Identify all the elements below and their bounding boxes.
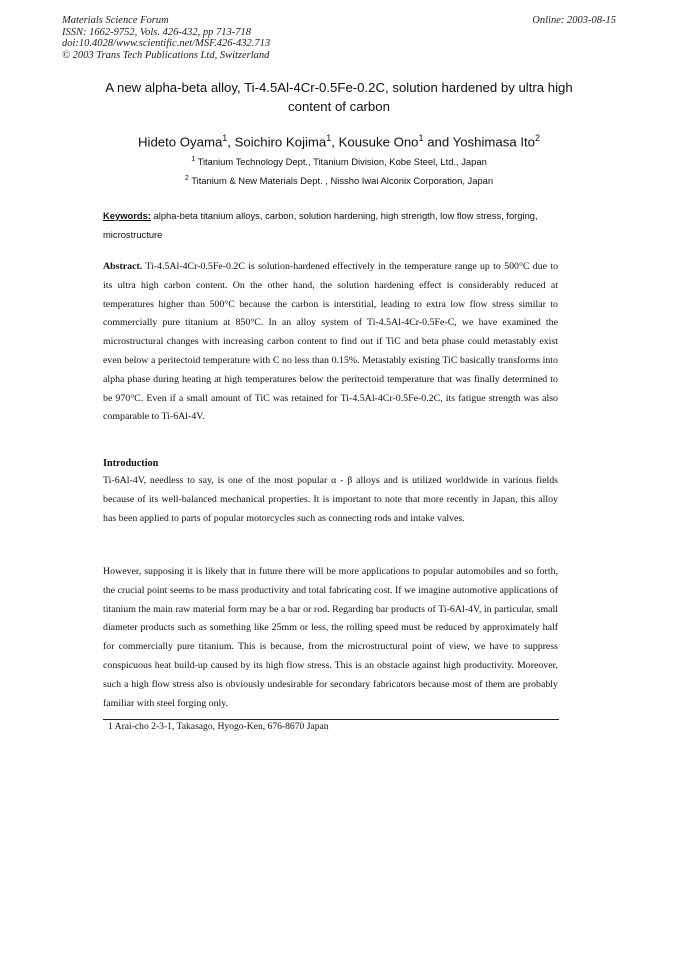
affiliation-1 <box>0 156 678 167</box>
keywords-block <box>103 206 565 244</box>
author-separator: and <box>423 134 453 150</box>
author-name: Soichiro Kojima <box>234 134 327 150</box>
doi-line: doi:10.4028/www.scientific.net/MSF.426-432.713 <box>62 38 271 49</box>
copyright-line: © 2003 Trans Tech Publications Ltd, Switzerland <box>62 49 270 61</box>
author-name: Yoshimasa Ito <box>452 134 535 150</box>
author-separator: , <box>331 134 339 150</box>
author-affiliation-marker: 1 <box>222 133 228 143</box>
abstract-label: Abstract. <box>103 261 143 272</box>
keywords-label: Keywords: <box>103 210 151 221</box>
introduction-paragraph-2: However, supposing it is likely that in future there will be more applications to popular automobiles and so forth, the crucial point seems to be mass productivity and total fabricating cost. If we imagine automotive applications of titanium the main raw material form may be a bar or rod. Regarding bar products of Ti-6Al-4V, in particular, small diameter products such as something like 25mm or less, the rolling speed must be reduced by approximately half for commercially pure titanium. This is because, from the microstructural point of view, we have to suppress conspicuous heat build-up caused by its high flow stress. This is an obstacle against high productivity. Moreover, such a high flow stress also is obviously undesirable for secondary fabricators because most of them are probably familiar with steel forging only. <box>103 566 558 709</box>
author-separator: , <box>227 134 235 150</box>
affiliation-text: Titanium & New Materials Dept. , Nissho Iwai Alconix Corporation, Japan <box>191 175 494 187</box>
footnote-divider <box>103 719 559 720</box>
author-name: Hideto Oyama <box>137 134 223 150</box>
keywords-text: alpha-beta titanium alloys, carbon, solution hardening, high strength, low flow stress, forging, microstructure <box>103 210 538 240</box>
author-affiliation-marker: 1 <box>326 133 332 143</box>
author-affiliation-marker: 2 <box>534 133 540 143</box>
affiliation-marker: 1 <box>191 156 196 163</box>
abstract-text: Ti-4.5Al-4Cr-0.5Fe-0.2C is solution-hardened effectively in the temperature range up to 500°C due to its ultra high carbon content. On the other hand, the solution hardening effect is considerably reduced at temperatures higher than 500°C because the carbon is interstitial, leading to extra low flow stress similar to commercially pure titanium at 850°C. In an alloy system of Ti-4.5Al-4Cr-0.5Fe-C, we have examined the microstructural changes with increasing carbon content to find out if TiC and beta phase could metastably exist even below a peritectoid temperature with C no less than 0.15%. Metastably existing TiC basically transforms into alpha phase during heating at high temperatures below the peritectoid temperature that was finally determined to be 970°C. Even if a small amount of TiC was retained for Ti-4.5Al-4Cr-0.5Fe-0.2C, its fatigue strength was also comparable to Ti-6Al-4V. <box>103 261 559 423</box>
journal-header <box>62 15 270 61</box>
author-name: Kousuke Ono <box>338 134 419 150</box>
introduction-heading: Introduction <box>103 458 159 469</box>
affiliation-marker: 2 <box>184 175 189 182</box>
online-date: Online: 2003-08-15 <box>532 15 616 26</box>
journal-name: Materials Science Forum <box>62 15 169 26</box>
affiliation-2 <box>0 175 678 186</box>
introduction-paragraph-1: Ti-6Al-4V, needless to say, is one of the most popular α - β alloys and is utilized worldwide in various fields because of its well-balanced mechanical properties. It is important to note that more recently in Japan, this alloy has been applied to parts of popular motorcycles such as connecting rods and intake valves. <box>103 475 558 524</box>
footnote: 1 Arai-cho 2-3-1, Takasago, Hyogo-Ken, 676-8670 Japan <box>108 721 329 732</box>
author-affiliation-marker: 1 <box>418 133 424 143</box>
author-list <box>0 133 678 149</box>
issn-line: ISSN: 1662-9752, Vols. 426-432, pp 713-718 <box>62 26 251 38</box>
abstract-block <box>103 258 558 427</box>
paper-title: A new alpha-beta alloy, Ti-4.5Al-4Cr-0.5Fe-0.2C, solution hardened by ultra high content of carbon <box>105 80 573 114</box>
affiliation-text: Titanium Technology Dept., Titanium Division, Kobe Steel, Ltd., Japan <box>197 156 487 168</box>
